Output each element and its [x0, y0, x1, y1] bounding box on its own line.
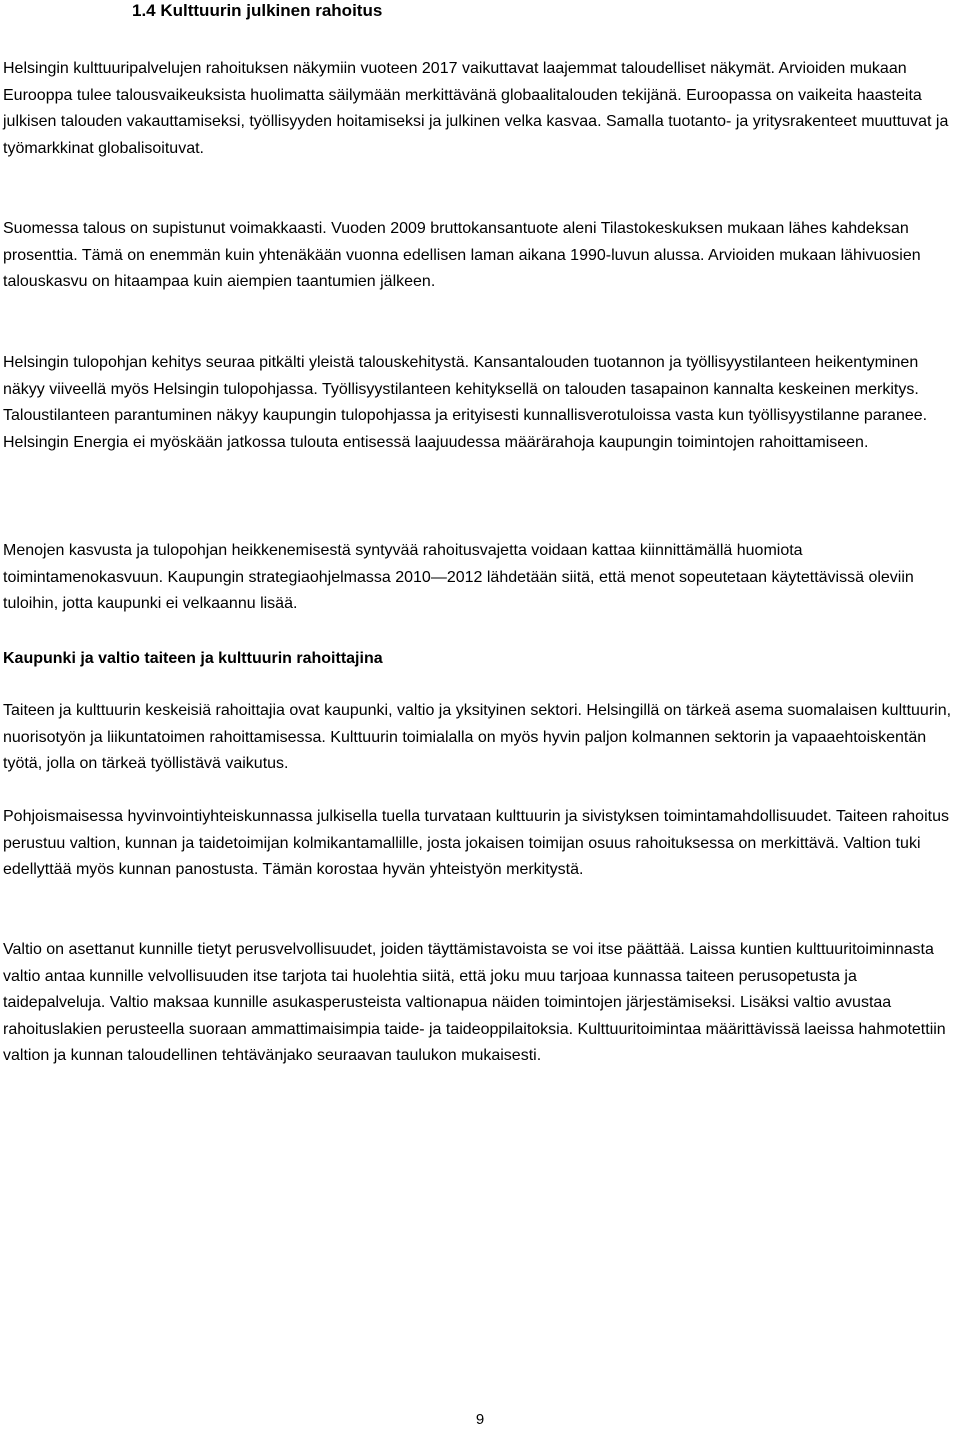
- paragraph-funders: Taiteen ja kulttuurin keskeisiä rahoittajia ovat kaupunki, valtio ja yksityinen sektori. Helsingillä on tärkeä asema suomalaisen kulttuurin, nuorisotyön ja liikuntatoimen rahoittamisessa. Kulttuurin toimialalla on myös hyvin paljon kolmannen sektorin ja vapaaehtoiskentän työtä, jolla on tärkeä työllistävä vaikutus.: [3, 702, 952, 773]
- paragraph-nordic-welfare: Pohjoismaisessa hyvinvointiyhteiskunnassa julkisella tuella turvataan kulttuurin ja sivistyksen toimintamahdollisuudet. Taiteen rahoitus perustuu valtion, kunnan ja taidetoimijan kolmikantamallille, josta jokaisen toimijan osuus rahoituksessa on merkittävä. Valtion tuki edellyttää myös kunnan panostusta. Tämän korostaa hyvän yhteistyön merkitystä.: [3, 808, 949, 879]
- paragraph-helsinki-revenue: Helsingin tulopohjan kehitys seuraa pitkälti yleistä talouskehitystä. Kansantalouden tuotannon ja työllisyystilanteen heikentyminen näkyy viiveellä myös Helsingin tulopohjassa. Työllisyystilanteen kehityksellä on talouden tasapainon kannalta keskeinen merkitys. Taloustilanteen parantuminen näkyy kaupungin tulopohjassa ja erityisesti kunnallisverotuloissa vasta kun työllisyystilanne paranee. Helsingin Energia ei myöskään jatkossa tulouta entisessä laajuudessa määrärahoja kaupungin toimintojen rahoittamiseen.: [3, 354, 928, 451]
- page-number: 9: [475, 1411, 485, 1428]
- subsection-heading: Kaupunki ja valtio taiteen ja kulttuurin rahoittajina: [3, 650, 383, 667]
- paragraph-economic-outlook: Helsingin kulttuuripalvelujen rahoituksen näkymiin vuoteen 2017 vaikuttavat laajemmat taloudelliset näkymät. Arvioiden mukaan Eurooppa tulee talousvaikeuksista huolimatta säilymään merkittävänä globaalitalouden tekijänä. Euroopassa on vaikeita haasteita julkisen talouden vakauttamiseksi, työllisyyden hoitamiseksi ja julkinen velka kasvaa. Samalla tuotanto- ja yritysrakenteet muuttuvat ja työmarkkinat globalisoituvat.: [3, 60, 949, 157]
- paragraph-expenditure: Menojen kasvusta ja tulopohjan heikkenemisestä syntyvää rahoitusvajetta voidaan kattaa kiinnittämällä huomiota toimintamenokasvuun. Kaupungin strategiaohjelmassa 2010—2012 lähdetään siitä, että menot sopeutetaan käytettävissä oleviin tuloihin, jotta kaupunki ei velkaannu lisää.: [3, 542, 914, 613]
- section-heading: 1.4 Kulttuurin julkinen rahoitus: [132, 1, 383, 20]
- paragraph-state-obligations: Valtio on asettanut kunnille tietyt perusvelvollisuudet, joiden täyttämistavoista se voi itse päättää. Laissa kuntien kulttuuritoiminnasta valtio antaa kunnille velvollisuuden itse tarjota tai huolehtia siitä, että joku muu tarjoaa kunnassa taiteen perusopetusta ja taidepalveluja. Valtio maksaa kunnille asukasperusteista valtionapua näiden toimintojen järjestämiseksi. Lisäksi valtio avustaa rahoituslakien perusteella suoraan ammattimaisimpia taide- ja taideoppilaitoksia. Kulttuuritoimintaa määrittävissä laeissa hahmotettiin valtion ja kunnan taloudellinen tehtävänjako seuraavan taulukon mukaisesti.: [3, 941, 946, 1065]
- paragraph-finland-economy: Suomessa talous on supistunut voimakkaasti. Vuoden 2009 bruttokansantuote aleni Tilastokeskuksen mukaan lähes kahdeksan prosenttia. Tämä on enemmän kuin yhtenäkään vuonna edellisen laman aikana 1990-luvun alussa. Arvioiden mukaan lähivuosien talouskasvu on hitaampaa kuin aiempien taantumien jälkeen.: [3, 220, 921, 291]
